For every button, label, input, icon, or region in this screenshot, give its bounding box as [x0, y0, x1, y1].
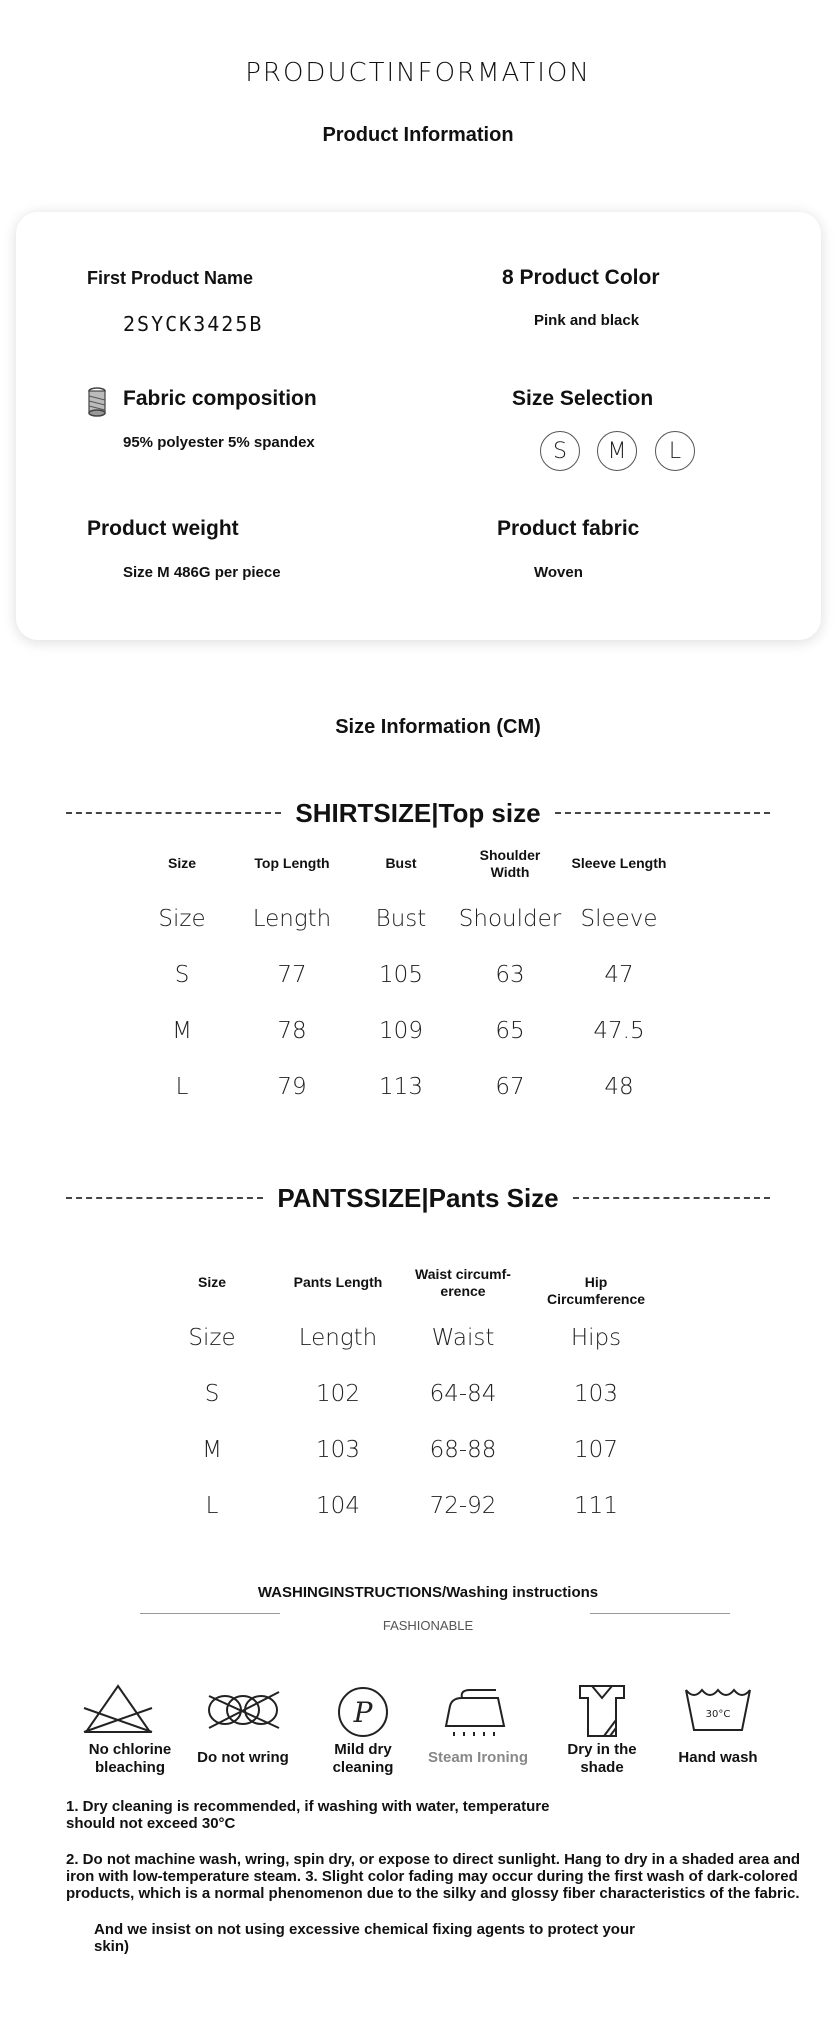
- top-size-cell-1-0: M: [172, 1018, 192, 1044]
- page-subtitle: Product Information: [322, 124, 514, 146]
- size-selection-label: Size Selection: [512, 387, 654, 410]
- top-size-cell-2-2: 113: [379, 1074, 423, 1100]
- fabric-composition-label: Fabric composition: [123, 387, 317, 410]
- product-fabric-value: Woven: [534, 564, 583, 581]
- product-name-label: First Product Name: [87, 268, 254, 288]
- top-size-cell-0-2: 105: [379, 962, 423, 988]
- pants-size-header-3: Hip Circumference: [546, 1274, 646, 1307]
- pants-size-cell-1-2: 68-88: [429, 1437, 497, 1463]
- size-info-title: Size Information (CM): [335, 716, 541, 738]
- pants-size-cell-0-1: 102: [316, 1381, 360, 1407]
- product-fabric-label: Product fabric: [497, 517, 640, 540]
- steam-iron-label: Steam Ironing: [427, 1749, 528, 1766]
- no-bleach-label: No chlorine bleaching: [88, 1741, 172, 1776]
- svg-text:P: P: [353, 1696, 373, 1729]
- no-bleach-icon: [78, 1682, 158, 1738]
- pants-size-cell-1-3: 107: [574, 1437, 618, 1463]
- top-size-subheader-1: Length: [252, 906, 332, 932]
- steam-iron-icon: [436, 1682, 516, 1738]
- washing-subtitle: FASHIONABLE: [382, 1618, 474, 1633]
- top-size-header-2: Bust: [385, 855, 417, 871]
- product-color-label: 8 Product Color: [502, 266, 660, 289]
- pants-size-header-2: Waist circumf- erence: [415, 1266, 511, 1299]
- pants-size-cell-0-3: 103: [574, 1381, 618, 1407]
- top-size-cell-1-3: 65: [495, 1018, 525, 1044]
- hand-wash-temp: 30°C: [705, 1709, 731, 1720]
- top-size-cell-2-3: 67: [495, 1074, 525, 1100]
- size-option-s[interactable]: S: [540, 431, 580, 471]
- top-size-cell-2-4: 48: [604, 1074, 634, 1100]
- thread-spool-icon: [88, 387, 106, 417]
- pants-size-title: PANTSSIZE|Pants Size: [277, 1182, 559, 1213]
- washing-title: WASHINGINSTRUCTIONS/Washing instructions: [257, 1584, 599, 1601]
- hand-wash-icon: [678, 1682, 758, 1738]
- top-size-title: SHIRTSIZE|Top size: [295, 797, 541, 828]
- hand-wash-label: Hand wash: [678, 1749, 758, 1766]
- product-weight-label: Product weight: [87, 517, 239, 540]
- washing-note-2: 2. Do not machine wash, wring, spin dry, or expose to direct sunlight. Hang to dry in a shaded area and iron with low-temperature steam. 3. Slight color fading may occur during the first wash of dark-colored products, which is a normal phenomenon due to the silky and glossy fiber characteristics of the fabric.: [66, 1851, 801, 1902]
- no-wring-label: Do not wring: [197, 1749, 289, 1766]
- product-color-value: Pink and black: [534, 312, 640, 329]
- shade-dry-icon: [562, 1682, 642, 1738]
- pants-size-header-1: Pants Length: [293, 1274, 383, 1290]
- washing-divider-left: [140, 1613, 280, 1614]
- pants-size-cell-1-1: 103: [316, 1437, 360, 1463]
- top-size-header-1: Top Length: [254, 855, 330, 871]
- no-wring-icon: [203, 1682, 283, 1738]
- top-size-header-0: Size: [167, 855, 196, 871]
- pants-size-cell-0-2: 64-84: [429, 1381, 497, 1407]
- top-size-cell-1-1: 78: [277, 1018, 307, 1044]
- top-size-cell-0-0: S: [174, 962, 190, 988]
- top-size-subheader-3: Shoulder: [458, 906, 562, 932]
- pants-size-divider: [66, 1180, 770, 1216]
- top-size-cell-2-1: 79: [277, 1074, 307, 1100]
- product-weight-value: Size M 486G per piece: [123, 564, 281, 581]
- top-size-cell-1-2: 109: [379, 1018, 423, 1044]
- pants-size-cell-2-0: L: [205, 1493, 219, 1519]
- mild-dry-clean-icon: [323, 1682, 403, 1738]
- top-size-cell-0-1: 77: [277, 962, 307, 988]
- shade-dry-label: Dry in the shade: [567, 1741, 637, 1776]
- pants-size-header-0: Size: [197, 1274, 226, 1290]
- top-size-subheader-2: Bust: [375, 906, 427, 932]
- top-size-cell-1-4: 47.5: [593, 1018, 645, 1044]
- size-option-l[interactable]: L: [655, 431, 695, 471]
- pants-size-subheader-0: Size: [188, 1325, 236, 1351]
- pants-size-cell-2-3: 111: [574, 1493, 618, 1519]
- top-size-divider: [66, 795, 770, 831]
- pants-size-subheader-2: Waist: [431, 1325, 495, 1351]
- washing-note-3: And we insist on not using excessive chemical fixing agents to protect your skin): [94, 1921, 635, 1955]
- washing-note-1: 1. Dry cleaning is recommended, if washing with water, temperature should not exceed 30°C: [66, 1798, 550, 1832]
- size-option-m[interactable]: M: [597, 431, 637, 471]
- mild-dry-clean-label: Mild dry cleaning: [332, 1741, 394, 1776]
- pants-size-subheader-1: Length: [298, 1325, 378, 1351]
- pants-size-cell-2-1: 104: [316, 1493, 360, 1519]
- top-size-header-3: Shoulder Width: [479, 847, 541, 880]
- pants-size-cell-0-0: S: [204, 1381, 220, 1407]
- pants-size-cell-2-2: 72-92: [429, 1493, 497, 1519]
- page-title: PRODUCTINFORMATION: [245, 58, 591, 88]
- top-size-header-4: Sleeve Length: [571, 855, 667, 871]
- fabric-composition-value: 95% polyester 5% spandex: [123, 434, 315, 451]
- top-size-cell-0-3: 63: [495, 962, 525, 988]
- product-name-value: 2SYCK3425B: [123, 312, 264, 336]
- top-size-cell-0-4: 47: [604, 962, 634, 988]
- top-size-subheader-0: Size: [158, 906, 206, 932]
- pants-size-subheader-3: Hips: [570, 1325, 622, 1351]
- washing-divider-right: [590, 1613, 730, 1614]
- pants-size-cell-1-0: M: [202, 1437, 222, 1463]
- top-size-cell-2-0: L: [175, 1074, 189, 1100]
- top-size-subheader-4: Sleeve: [580, 906, 658, 932]
